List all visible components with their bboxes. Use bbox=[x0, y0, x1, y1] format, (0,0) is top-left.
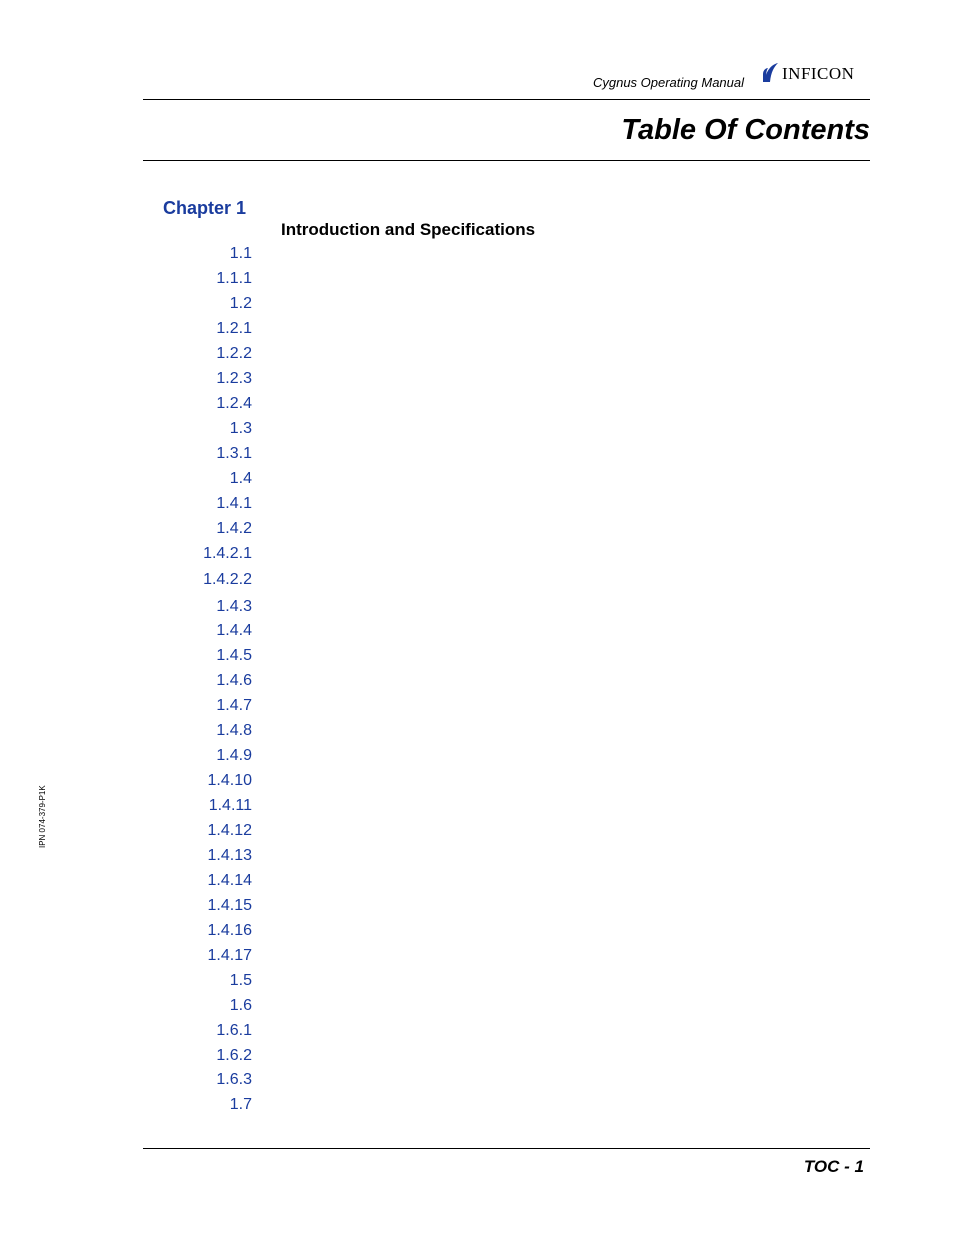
toc-entry-number[interactable]: 1.2.4 bbox=[216, 395, 252, 412]
toc-entry-number[interactable]: 1.4.7 bbox=[216, 697, 252, 714]
toc-entry[interactable] bbox=[0, 470, 954, 492]
toc-entry-number[interactable]: 1.4.2.2 bbox=[203, 571, 252, 588]
toc-entry-number[interactable]: 1.4.2.1 bbox=[203, 545, 252, 562]
toc-entry[interactable] bbox=[0, 571, 954, 593]
toc-entry[interactable] bbox=[0, 897, 954, 919]
toc-entry-number[interactable]: 1.2.3 bbox=[216, 370, 252, 387]
toc-entry[interactable] bbox=[0, 872, 954, 894]
logo-mark-icon bbox=[760, 60, 782, 86]
toc-entry[interactable] bbox=[0, 495, 954, 517]
toc-entry-number[interactable]: 1.4.16 bbox=[207, 922, 252, 939]
toc-entry-number[interactable]: 1.4.11 bbox=[208, 797, 252, 814]
footer-page-label: TOC - 1 bbox=[803, 1157, 864, 1176]
toc-entry-number[interactable]: 1.6.2 bbox=[216, 1047, 252, 1064]
toc-entry[interactable] bbox=[0, 1047, 954, 1069]
toc-entry-number[interactable]: 1.2.1 bbox=[216, 320, 252, 337]
toc-entry-number[interactable]: 1.4.2 bbox=[216, 520, 252, 537]
toc-entry[interactable] bbox=[0, 822, 954, 844]
toc-entry-number[interactable]: 1.4.14 bbox=[207, 872, 252, 889]
toc-entry[interactable] bbox=[0, 647, 954, 669]
toc-entry[interactable] bbox=[0, 997, 954, 1019]
toc-entry-number[interactable]: 1.6.1 bbox=[216, 1022, 252, 1039]
toc-entry-number[interactable]: 1.4.3 bbox=[216, 598, 252, 615]
toc-entry[interactable] bbox=[0, 598, 954, 620]
toc-entry[interactable] bbox=[0, 847, 954, 869]
toc-entry[interactable] bbox=[0, 797, 954, 819]
manual-title: Cygnus Operating Manual bbox=[592, 75, 744, 90]
header-rule bbox=[143, 99, 870, 100]
toc-entry-number[interactable]: 1.7 bbox=[229, 1096, 252, 1113]
toc-entry-number[interactable]: 1.4.6 bbox=[216, 672, 252, 689]
toc-entry-number[interactable]: 1.4.4 bbox=[216, 622, 252, 639]
toc-entry[interactable] bbox=[0, 947, 954, 969]
toc-entry-number[interactable]: 1.4.15 bbox=[207, 897, 252, 914]
inficon-logo bbox=[760, 60, 872, 86]
toc-entry-number[interactable]: 1.1.1 bbox=[216, 270, 252, 287]
toc-entry[interactable] bbox=[0, 520, 954, 542]
toc-entry-number[interactable]: 1.3 bbox=[229, 420, 252, 437]
toc-entry[interactable] bbox=[0, 922, 954, 944]
toc-entry[interactable] bbox=[0, 747, 954, 769]
toc-entry-number[interactable]: 1.2 bbox=[229, 295, 252, 312]
toc-entry[interactable] bbox=[0, 395, 954, 417]
toc-entry-number[interactable]: 1.3.1 bbox=[216, 445, 252, 462]
title-rule bbox=[143, 160, 870, 161]
toc-entry[interactable] bbox=[0, 370, 954, 392]
toc-entry[interactable] bbox=[0, 295, 954, 317]
toc-entry[interactable] bbox=[0, 545, 954, 567]
toc-entry[interactable] bbox=[0, 1096, 954, 1118]
toc-entry[interactable] bbox=[0, 345, 954, 367]
toc-entry-number[interactable]: 1.6 bbox=[229, 997, 252, 1014]
toc-entry-number[interactable]: 1.4.17 bbox=[207, 947, 252, 964]
toc-entry-number[interactable]: 1.4.10 bbox=[207, 772, 252, 789]
toc-entry[interactable] bbox=[0, 1071, 954, 1093]
footer-rule bbox=[143, 1148, 870, 1149]
toc-entry[interactable] bbox=[0, 697, 954, 719]
toc-entry-number[interactable]: 1.4.1 bbox=[216, 495, 252, 512]
toc-entry-number[interactable]: 1.4.8 bbox=[216, 722, 252, 739]
toc-entry[interactable] bbox=[0, 1022, 954, 1044]
page-title: Table Of Contents bbox=[621, 114, 870, 146]
toc-entry[interactable] bbox=[0, 622, 954, 644]
toc-entry-number[interactable]: 1.4 bbox=[229, 470, 252, 487]
toc-entry[interactable] bbox=[0, 972, 954, 994]
toc-entry-number[interactable]: 1.4.5 bbox=[216, 647, 252, 664]
ipn-side-note: IPN 074-379-P1K bbox=[38, 785, 47, 848]
logo-text: INFICON bbox=[782, 64, 855, 83]
toc-entry-number[interactable]: 1.6.3 bbox=[216, 1071, 252, 1088]
toc-entry[interactable] bbox=[0, 320, 954, 342]
toc-entry[interactable] bbox=[0, 270, 954, 292]
toc-entry[interactable] bbox=[0, 772, 954, 794]
toc-entry-number[interactable]: 1.4.13 bbox=[207, 847, 252, 864]
toc-entry-number[interactable]: 1.1 bbox=[229, 245, 252, 262]
toc-entry-number[interactable]: 1.2.2 bbox=[216, 345, 252, 362]
toc-entry[interactable] bbox=[0, 245, 954, 267]
toc-entry[interactable] bbox=[0, 672, 954, 694]
toc-entry[interactable] bbox=[0, 420, 954, 442]
toc-entry[interactable] bbox=[0, 722, 954, 744]
toc-entry[interactable] bbox=[0, 445, 954, 467]
toc-entry-number[interactable]: 1.5 bbox=[229, 972, 252, 989]
chapter-label[interactable]: Chapter 1 bbox=[163, 198, 247, 218]
toc-entry-number[interactable]: 1.4.9 bbox=[216, 747, 252, 764]
toc-entry-number[interactable]: 1.4.12 bbox=[207, 822, 252, 839]
chapter-title: Introduction and Specifications bbox=[281, 220, 536, 239]
